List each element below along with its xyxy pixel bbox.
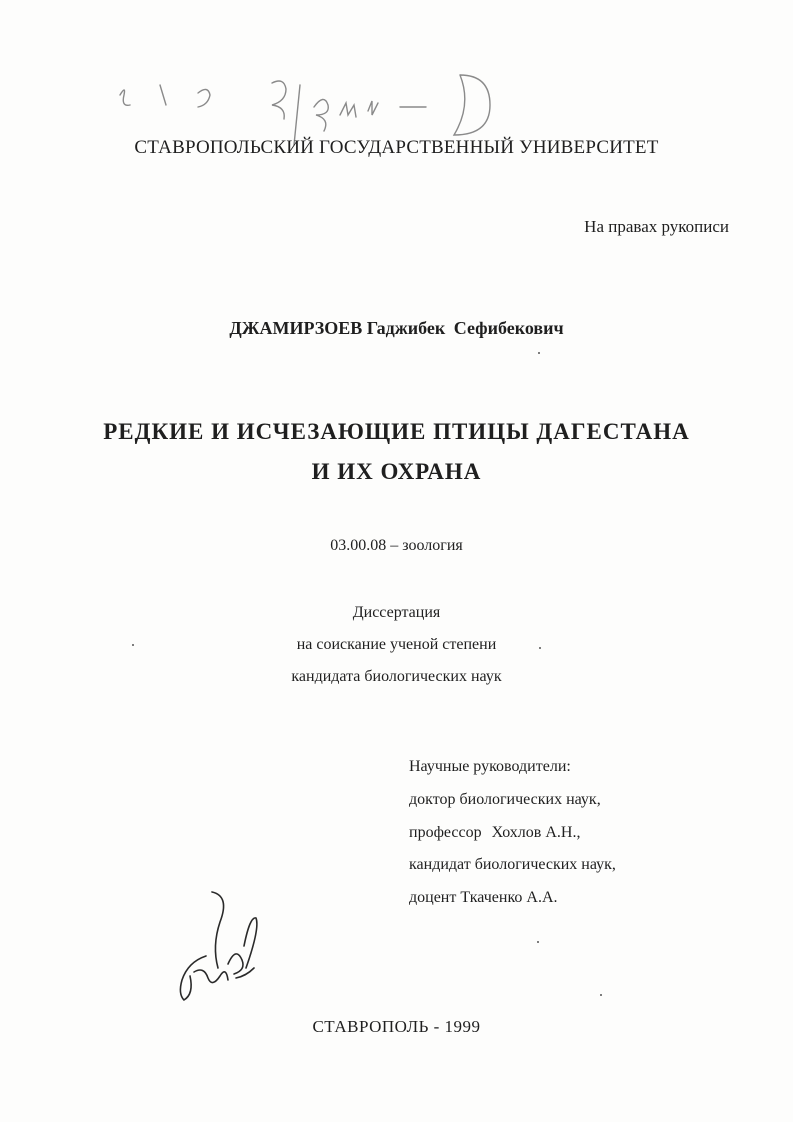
supervisor-1-role: профессор xyxy=(409,824,482,841)
supervisor-2-name: доцент Ткаченко А.А. xyxy=(409,889,558,906)
thesis-title-line-1: РЕДКИЕ И ИСЧЕЗАЮЩИЕ ПТИЦЫ ДАГЕСТАНА xyxy=(103,419,690,444)
supervisors-heading: Научные руководители: xyxy=(409,758,571,775)
author-signature xyxy=(176,886,266,1006)
author-given-names: Гаджибек Сефибекович xyxy=(366,318,564,338)
author-name xyxy=(0,318,793,339)
thesis-title-line-2: И ИХ ОХРАНА xyxy=(311,459,482,484)
specialty-code: 03.00.08 – зоология xyxy=(330,537,463,554)
dissertation-degree: кандидата биологических наук xyxy=(291,668,502,685)
supervisor-2-degree: кандидат биологических наук, xyxy=(409,856,616,873)
supervisor-1-name xyxy=(409,824,580,842)
scan-speck xyxy=(132,644,134,646)
supervisor-1-fullname: Хохлов А.Н., xyxy=(491,824,581,841)
manuscript-rights-note: На правах рукописи xyxy=(584,217,729,236)
scan-speck xyxy=(539,647,541,649)
dissertation-label: Диссертация xyxy=(352,604,441,621)
city-and-year: СТАВРОПОЛЬ - 1999 xyxy=(312,1017,481,1036)
scan-speck xyxy=(600,994,602,996)
university-name: СТАВРОПОЛЬСКИЙ ГОСУДАРСТВЕННЫЙ УНИВЕРСИТЕТ xyxy=(134,137,659,158)
dissertation-purpose: на соискание ученой степени xyxy=(296,636,497,653)
author-surname: ДЖАМИРЗОЕВ xyxy=(229,318,363,338)
scan-speck xyxy=(537,941,539,943)
supervisor-1-degree: доктор биологических наук, xyxy=(409,791,601,808)
scan-speck xyxy=(538,352,540,354)
